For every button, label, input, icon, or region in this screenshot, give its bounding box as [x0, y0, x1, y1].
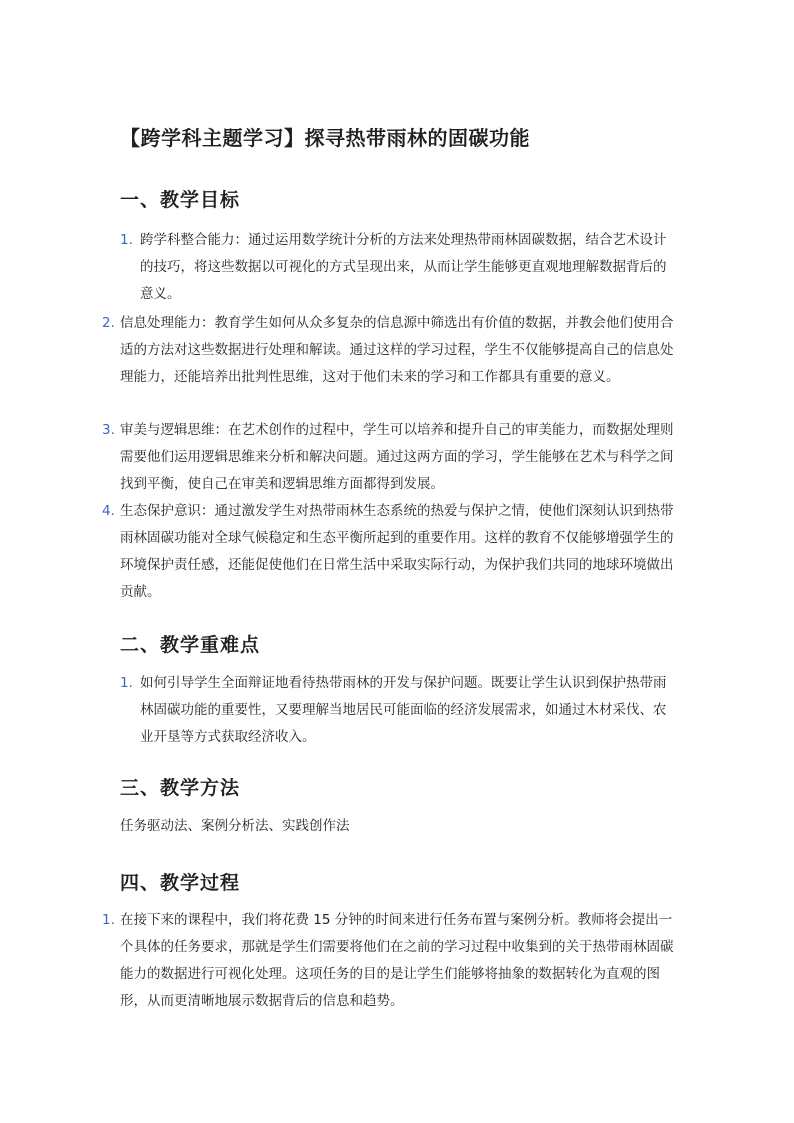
list-text: 生态保护意识：通过激发学生对热带雨林生态系统的热爱与保护之情，使他们深刻认识到热带雨林固碳功能对全球气候稳定和生态平衡所起到的重要作用。这样的教育不仅能够增强学生的环境保护责任感，还能促使他们在日常生活中采取实际行动，为保护我们共同的地球环境做出贡献。: [120, 503, 674, 600]
list-number: 1.: [120, 232, 133, 248]
list-text: 在接下来的课程中，我们将花费 15 分钟的时间来进行任务布置与案例分析。教师将会提出一个具体的任务要求，那就是学生们需要将他们在之前的学习过程中收集到的关于热带雨林固碳能力的数据进行可视化处理。这项任务的目的是让学生们能够将抽象的数据转化为直观的图形，从而更清晰地展示数据背后的信息和趋势。: [120, 912, 674, 1009]
list-text: 信息处理能力：教育学生如何从众多复杂的信息源中筛选出有价值的数据，并教会他们使用合适的方法对这些数据进行处理和解读。通过这样的学习过程，学生不仅能够提高自己的信息处理能力，还能培养出批判性思维，这对于他们未来的学习和工作都具有重要的意义。: [120, 315, 674, 385]
section-heading-key-points: 二、教学重难点: [120, 634, 261, 656]
list-text: 审美与逻辑思维：在艺术创作的过程中，学生可以培养和提升自己的审美能力，而数据处理则需要他们运用逻辑思维来分析和解决问题。通过这两方面的学习，学生能够在艺术与科学之间找到平衡，使自己在审美和逻辑思维方面都得到发展。: [120, 422, 674, 492]
list-number: 1.: [120, 675, 133, 691]
list-number: 2.: [102, 315, 115, 331]
list-number: 1.: [102, 912, 115, 928]
document-title: 【跨学科主题学习】探寻热带雨林的固碳功能: [120, 126, 530, 150]
list-number: 3.: [102, 422, 115, 438]
methods-text: 任务驱动法、案例分析法、实践创作法: [120, 818, 350, 834]
list-item: [102, 310, 675, 391]
section-heading-process: 四、教学过程: [120, 872, 241, 894]
list-item: [102, 417, 675, 498]
list-item: [120, 227, 675, 308]
list-text: 如何引导学生全面辩证地看待热带雨林的开发与保护问题。既要让学生认识到保护热带雨林固碳功能的重要性，又要理解当地居民可能面临的经济发展需求，如通过木材采伐、农业开垦等方式获取经济收入。: [140, 675, 667, 745]
list-item: [102, 498, 675, 606]
section-heading-methods: 三、教学方法: [120, 777, 241, 799]
section-heading-objectives: 一、教学目标: [120, 189, 241, 211]
list-number: 4.: [102, 503, 115, 519]
list-text: 跨学科整合能力：通过运用数学统计分析的方法来处理热带雨林固碳数据，结合艺术设计的技巧，将这些数据以可视化的方式呈现出来，从而让学生能够更直观地理解数据背后的意义。: [140, 232, 667, 302]
list-item: [120, 670, 675, 751]
list-item: [102, 907, 675, 1015]
